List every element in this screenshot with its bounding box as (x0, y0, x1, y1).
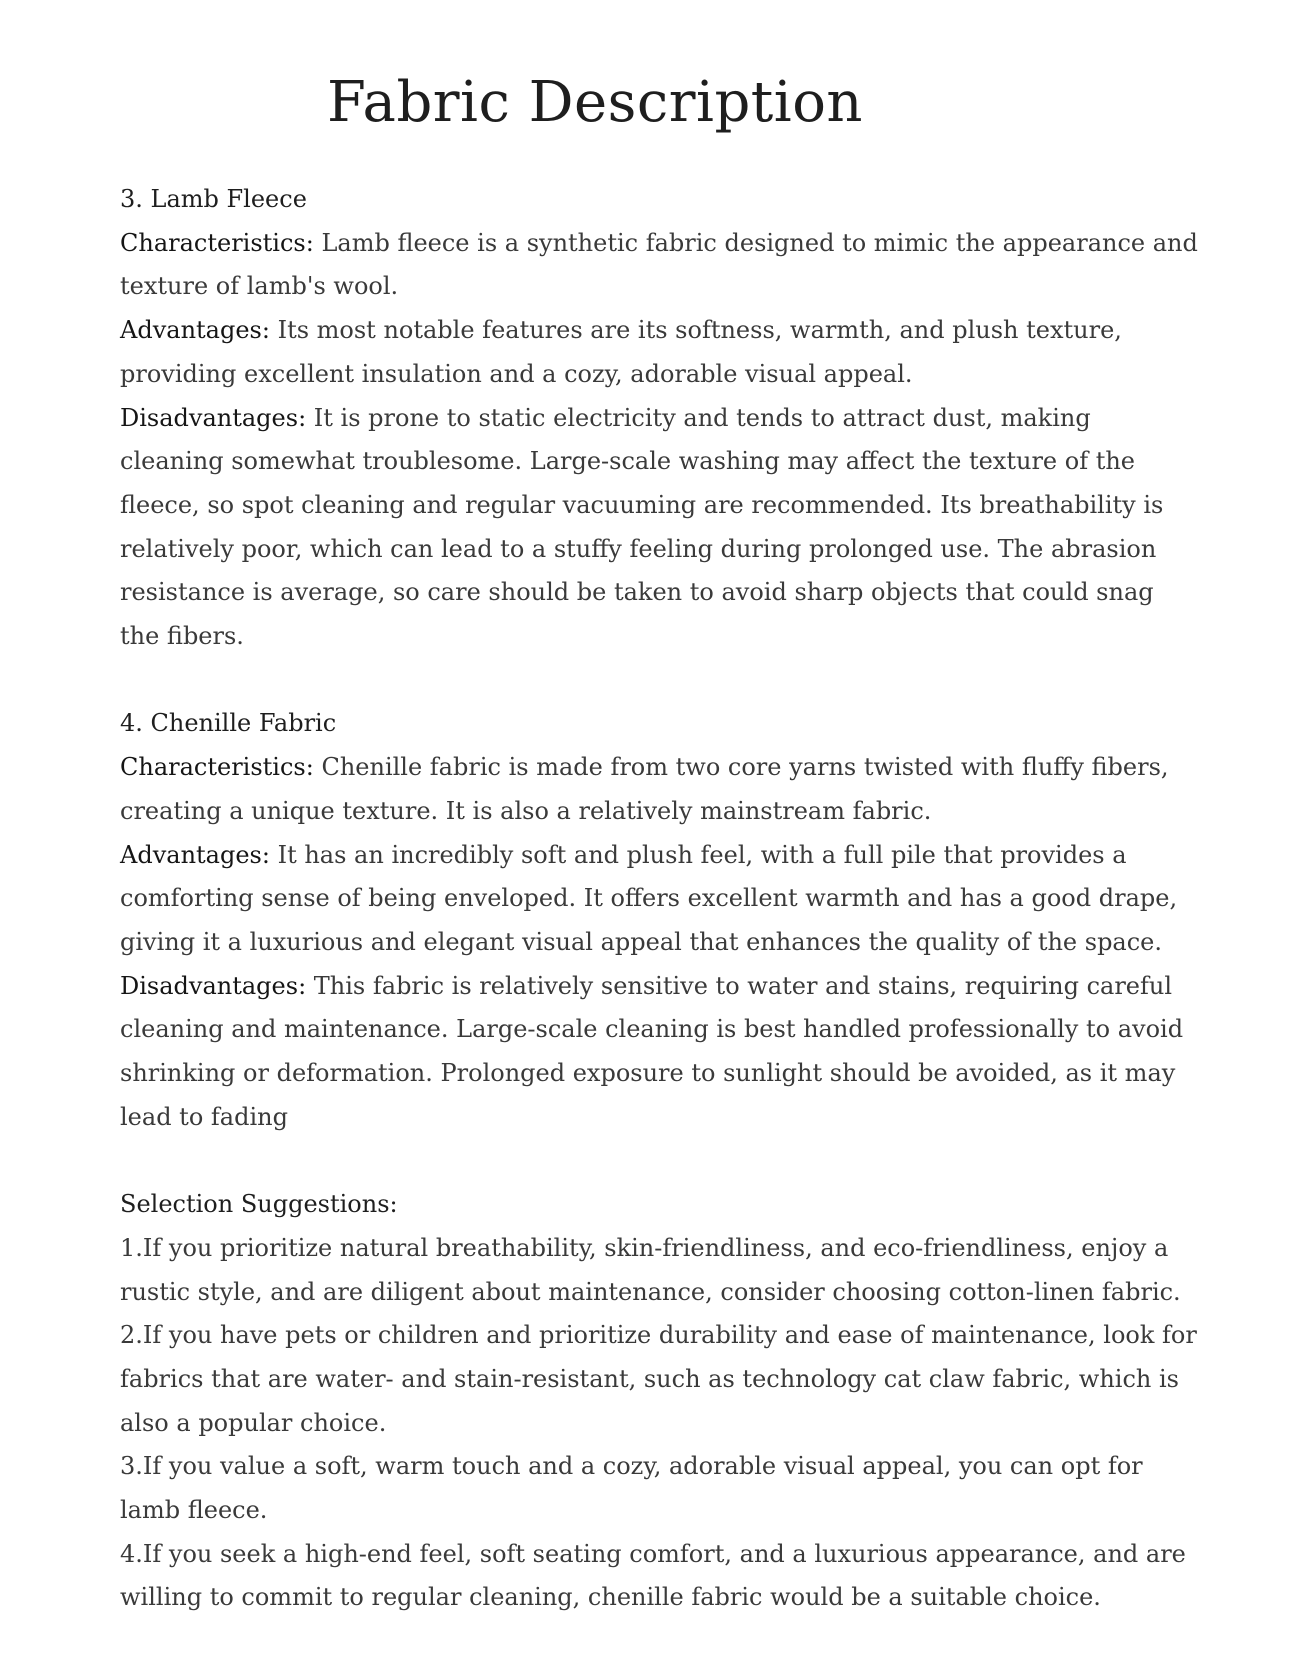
document-body (120, 178, 1200, 1620)
characteristics-paragraph (120, 746, 1200, 833)
disadvantages-label: Disadvantages: (120, 403, 307, 432)
characteristics-label: Characteristics: (120, 228, 314, 257)
advantages-text: Its most notable features are its softness, warmth, and plush texture, providing excellent insulation and a cozy, adorable visual appeal. (120, 316, 1122, 388)
suggestion-item: 2.If you have pets or children and prioritize durability and ease of maintenance, look for fabrics that are water- and stain-resistant, such as technology cat claw fabric, which is also a popular choice. (120, 1321, 1197, 1437)
advantages-paragraph (120, 309, 1200, 396)
suggestion-item: 3.If you value a soft, warm touch and a cozy, adorable visual appeal, you can opt for lamb fleece. (120, 1452, 1143, 1525)
characteristics-text: Lamb fleece is a synthetic fabric designed to mimic the appearance and texture of lamb's wool. (120, 228, 1198, 301)
section-selection-suggestions (120, 1183, 1200, 1620)
disadvantages-text: This fabric is relatively sensitive to water and stains, requiring careful cleaning and maintenance. Large-scale cleaning is best handled professionally to avoid shrinking or deformation. Prolonged exposure to sunlight should be avoided, as it may lead to fading (120, 971, 1184, 1131)
advantages-text: It has an incredibly soft and plush feel, with a full pile that provides a comforting sense of being enveloped. It offers excellent warmth and has a good drape, giving it a luxurious and elegant visual appeal that enhances the quality of the space. (120, 840, 1178, 956)
section-chenille-fabric (120, 702, 1200, 1139)
suggestion-item: 4.If you seek a high-end feel, soft seating comfort, and a luxurious appearance, and are willing to commit to regular cleaning, chenille fabric would be a suitable choice. (120, 1539, 1186, 1612)
section-heading: 4. Chenille Fabric (120, 709, 337, 738)
characteristics-label: Characteristics: (120, 753, 314, 782)
section-lamb-fleece (120, 178, 1200, 659)
section-heading: 3. Lamb Fleece (120, 185, 307, 213)
advantages-paragraph (120, 834, 1200, 965)
disadvantages-paragraph (120, 397, 1200, 659)
advantages-label: Advantages: (120, 840, 270, 869)
disadvantages-text: It is prone to static electricity and tends to attract dust, making cleaning somewhat troublesome. Large-scale washing may affect the texture of the fleece, so spot cleaning and regular vacuuming are recommended. Its breathability is relatively poor, which can lead to a stuffy feeling during prolonged use. The abrasion resistance is average, so care should be taken to avoid sharp objects that could snag the fibers. (120, 403, 1164, 651)
characteristics-paragraph (120, 222, 1200, 309)
disadvantages-paragraph (120, 965, 1200, 1140)
advantages-label: Advantages: (120, 316, 270, 345)
disadvantages-label: Disadvantages: (120, 971, 307, 1000)
page-title: Fabric Description (327, 70, 863, 135)
suggestions-heading: Selection Suggestions: (120, 1190, 398, 1219)
suggestion-item: 1.If you prioritize natural breathability, skin-friendliness, and eco-friendliness, enjoy a rustic style, and are diligent about maintenance, consider choosing cotton-linen fabric. (120, 1233, 1181, 1306)
characteristics-text: Chenille fabric is made from two core yarns twisted with fluffy fibers, creating a unique texture. It is also a relatively mainstream fabric. (120, 753, 1169, 825)
